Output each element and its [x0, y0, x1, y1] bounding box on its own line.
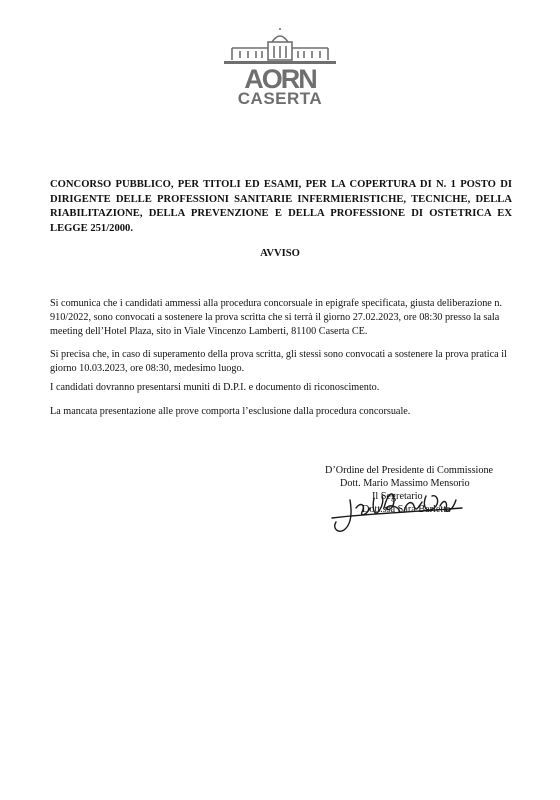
handwritten-signature-icon: [322, 478, 472, 536]
paragraph-exclusion: La mancata presentazione alle prove comporta l’esclusione dalla procedura concorsuale.: [50, 406, 411, 417]
signature-president-name: Dott. Mario Massimo Mensorio: [340, 478, 470, 489]
document-title: CONCORSO PUBBLICO, PER TITOLI ED ESAMI, PER LA COPERTURA DI N. 1 POSTO DI DIRIGENTE DELLE PROFESSIONI SANITARIE INFERMIERISTICHE, TECNICHE, DELLA RIABILITAZIONE, DELLA PREVENZIONE E DELLA PROFESSIONE DI OSTETRICA EX LEGGE 251/2000.: [50, 179, 512, 234]
signature-order-line: D’Ordine del Presidente di Commissione: [325, 465, 494, 476]
aorn-caserta-logo: [222, 28, 338, 112]
paragraph-practical-test: Si precisa che, in caso di superamento della prova scritta, gli stessi sono convocati a sostenere la prova pratica il giorno 10.03.2023, ore 08:30, medesimo luogo.: [50, 349, 507, 375]
hospital-building-icon: [222, 28, 338, 68]
signature-secretary-name: Dott.ssa Sara Barletta: [362, 504, 451, 515]
paragraph-documents: I candidati dovranno presentarsi muniti di D.P.I. e documento di riconoscimento.: [50, 382, 380, 393]
notice-heading: AVVISO: [260, 248, 300, 259]
logo-text-caserta: CASERTA: [237, 89, 323, 108]
signature-secretary-title: Il Segretario: [372, 491, 423, 502]
paragraph-convocation: Si comunica che i candidati ammessi alla procedura concorsuale in epigrafe specificata, giusta deliberazione n. 910/2022, sono convocati a sostenere la prova scritta che si terrà il giorno 27.02.2023, ore 08:30 presso la sala meeting dell’Hotel Plaza, sito in Viale Vincenzo Lamberti, 81100 Caserta CE.: [50, 298, 503, 338]
logo-text-aorn: AORN: [244, 64, 316, 94]
